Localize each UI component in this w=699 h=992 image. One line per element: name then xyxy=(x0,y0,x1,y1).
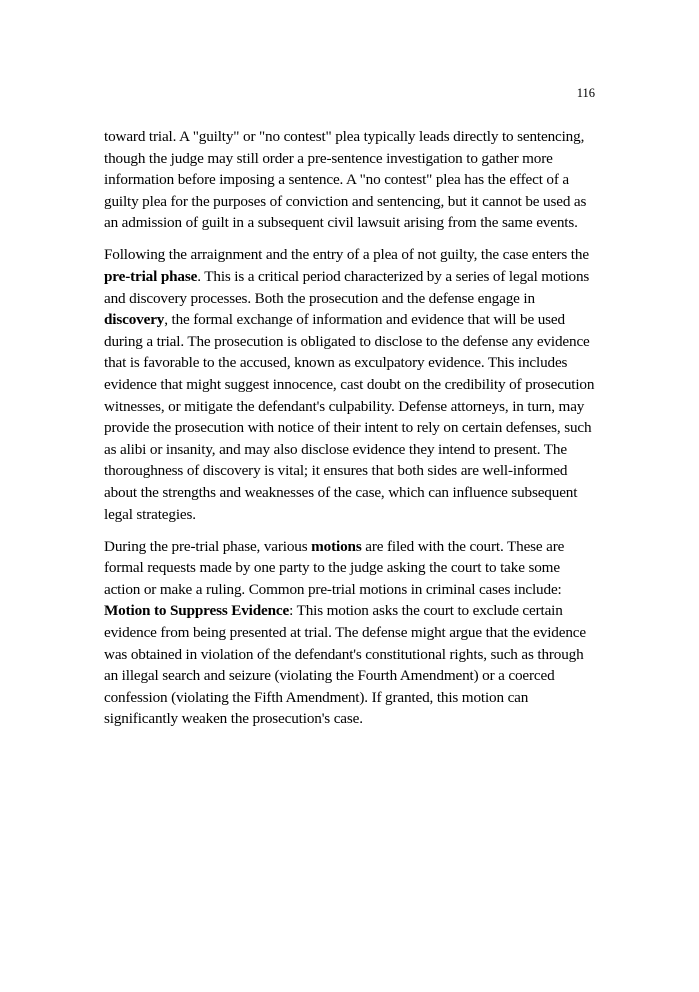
paragraph xyxy=(104,126,598,234)
term-motions: motions xyxy=(311,537,362,555)
paragraph-text: : This motion asks the court to exclude certain evidence from being presented at trial. The defense might argue that the evidence was obtained in violation of the defendant's constitutional rights, such as through an illegal search and seizure (violating the Fourth Amendment) or a coerced confession (violating the Fifth Amendment). If granted, this motion can significantly weaken the prosecution's case. xyxy=(104,602,586,728)
paragraph xyxy=(104,244,598,525)
paragraph-text: , the formal exchange of information and evidence that will be used during a trial. The prosecution is obligated to disclose to the defense any evidence that is favorable to the accused, known as exculpatory evidence. This includes evidence that might suggest innocence, cast doubt on the credibility of prosecution witnesses, or mitigate the defendant's culpability. Defense attorneys, in turn, may provide the prosecution with notice of their intent to rely on certain defenses, such as alibi or insanity, and may also disclose evidence they intend to present. The thoroughness of discovery is vital; it ensures that both sides are well-informed about the strengths and weaknesses of the case, which can influence subsequent legal strategies. xyxy=(104,311,595,523)
term-motion-to-suppress-evidence: Motion to Suppress Evidence xyxy=(104,602,290,620)
paragraph-text: are filed with the court. These are formal requests made by one party to the judge asking the court to take some action or make a ruling. Common pre-trial motions in criminal cases include: xyxy=(104,537,565,598)
term-pre-trial-phase: pre-trial phase xyxy=(104,268,198,286)
paragraph-text: Following the arraignment and the entry of a plea of not guilty, the case enters the xyxy=(104,246,589,264)
page-number: 116 xyxy=(576,86,595,100)
paragraph-text: toward trial. A "guilty" or "no contest" plea typically leads directly to sentencing, though the judge may still order a pre-sentence investigation to gather more information before imposing a sentence. A "no contest" plea has the effect of a guilty plea for the purposes of conviction and sentencing, but it cannot be used as an admission of guilt in a subsequent civil lawsuit arising from the same events. xyxy=(104,128,587,232)
paragraph-text: . This is a critical period characterized by a series of legal motions and discovery processes. Both the prosecution and the defense engage in xyxy=(104,268,590,307)
body-text xyxy=(104,126,598,741)
paragraph-text: During the pre-trial phase, various xyxy=(104,537,312,555)
term-discovery: discovery xyxy=(104,311,165,329)
paragraph xyxy=(104,536,598,730)
